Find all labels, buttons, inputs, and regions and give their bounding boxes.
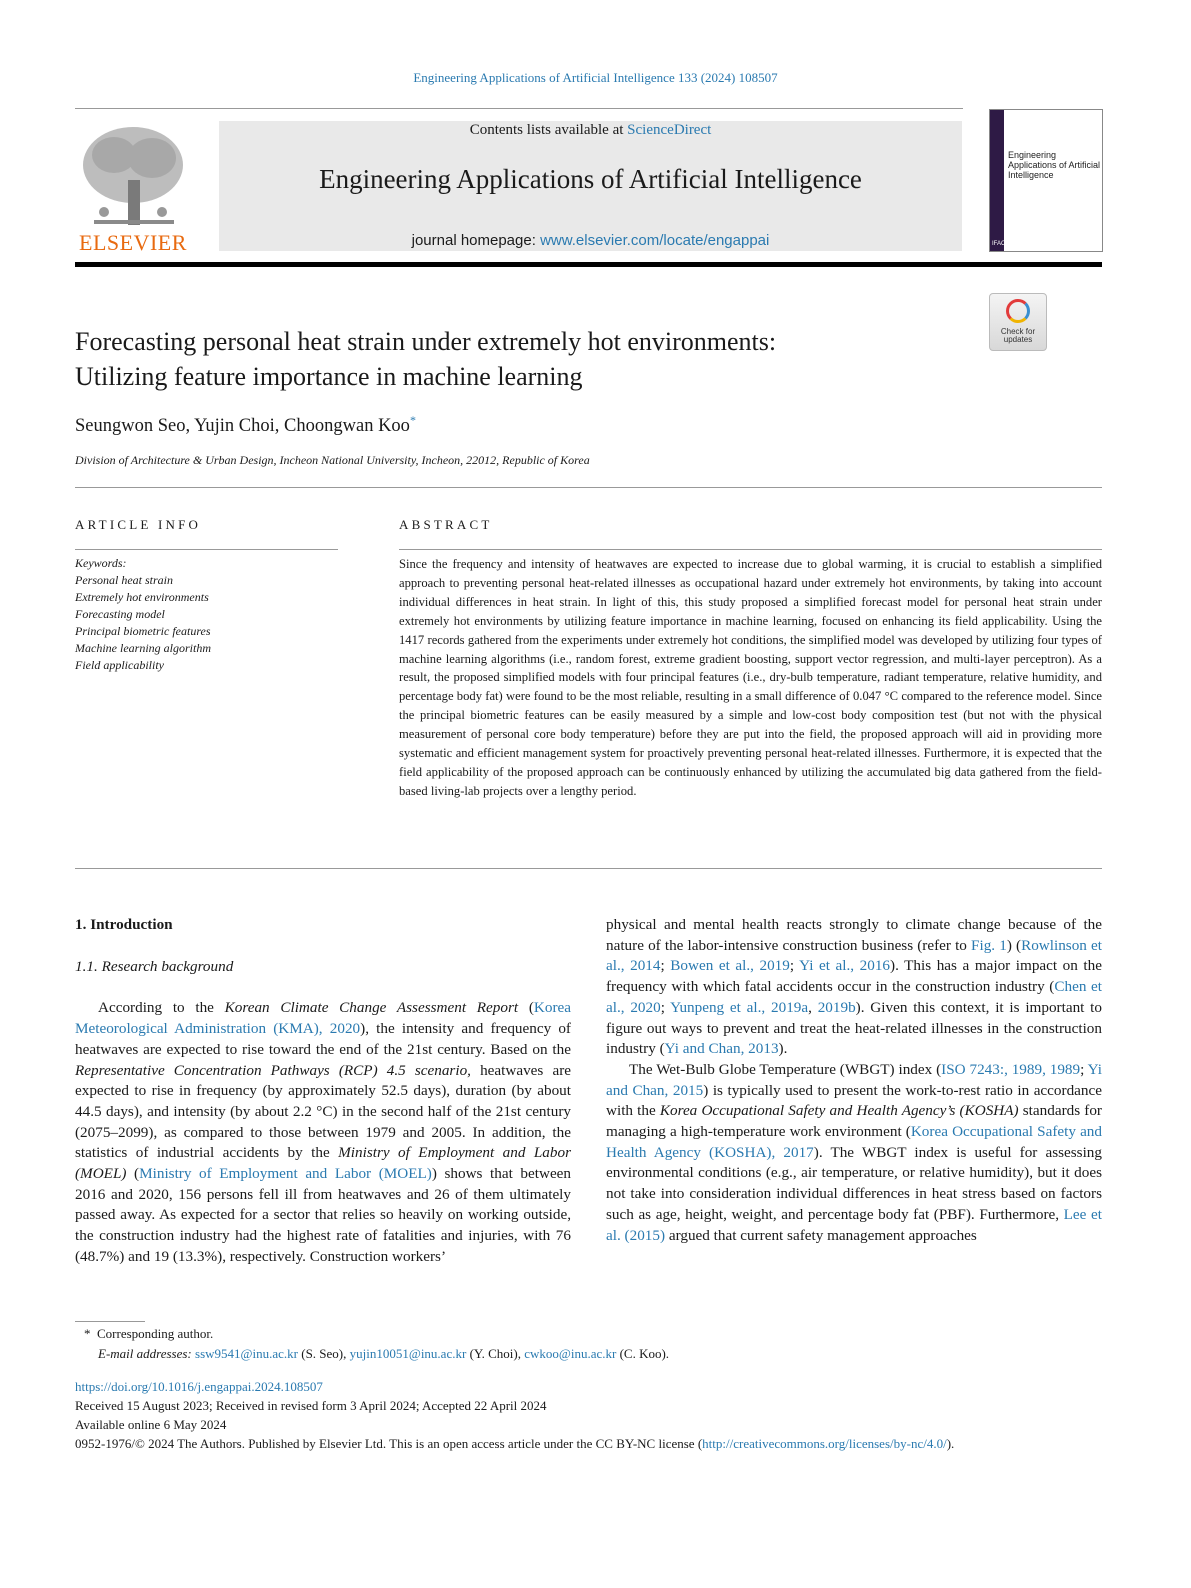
cover-title: Engineering Applications of Artificial Intelligence: [1008, 150, 1101, 180]
check-for-updates-button[interactable]: [989, 293, 1047, 351]
article-metadata: [75, 1377, 1102, 1453]
body-column-left: [75, 915, 571, 1268]
email-owner: (S. Seo),: [297, 1346, 350, 1361]
corresponding-author-mark[interactable]: *: [409, 413, 416, 427]
text-run: Korea Occupational Safety and Health Agency’s (KOSHA): [659, 1102, 1019, 1120]
keyword: Extremely hot environments: [75, 590, 209, 604]
citation-link[interactable]: Bowen et al., 2019: [670, 957, 790, 975]
keyword: Principal biometric features: [75, 624, 211, 638]
text-run: ). This has a major impact on the frequency with which fatal accidents occur in the construction industry (: [606, 957, 1102, 996]
footnote-text: Corresponding author.: [97, 1326, 214, 1341]
received-dates: Received 15 August 2023; Received in revised form 3 April 2024; Accepted 22 April 2024: [75, 1398, 547, 1413]
title-divider: [75, 487, 1102, 488]
figure-link[interactable]: Fig. 1: [971, 936, 1007, 954]
cover-band: [990, 110, 1004, 251]
journal-homepage: [219, 232, 962, 249]
citation-link[interactable]: Yi et al., 2016: [799, 957, 891, 975]
email-link[interactable]: yujin10051@inu.ac.kr: [349, 1346, 467, 1361]
text-run: ;: [660, 957, 671, 975]
text-run: ;: [660, 998, 671, 1016]
corresponding-footnote: [84, 1324, 669, 1344]
footnote-mark: *: [84, 1326, 91, 1341]
citation-link[interactable]: Yunpeng et al., 2019a: [670, 998, 809, 1016]
text-run: standards for managing a high-temperature work environment (: [606, 1102, 1102, 1141]
journal-reference[interactable]: Engineering Applications of Artificial Intelligence 133 (2024) 108507: [413, 70, 778, 85]
citation-link[interactable]: Ministry of Employment and Labor (MOEL): [139, 1165, 432, 1183]
text-run: ), the intensity and frequency of heatwaves are expected to rise toward the end of the 21st century. Based on the: [75, 1020, 571, 1058]
footnote: [84, 1324, 669, 1364]
citation-link[interactable]: Yi and Chan, 2015: [606, 1060, 1102, 1099]
text-run: ;: [1080, 1060, 1088, 1078]
footnote-rule: [75, 1321, 145, 1322]
title-line-1: Forecasting personal heat strain under extremely hot environments:: [75, 327, 777, 356]
text-run: (: [126, 1165, 140, 1183]
contents-line: [219, 122, 962, 139]
citation-link[interactable]: Chen et al., 2020: [606, 978, 1102, 1016]
cover-ifac-badge: IFAC: [992, 241, 1006, 247]
sciencedirect-link[interactable]: ScienceDirect: [627, 122, 712, 138]
author-list: Seungwon Seo, Yujin Choi, Choongwan Koo*: [75, 413, 416, 437]
journal-title: Engineering Applications of Artificial Intelligence: [319, 164, 862, 194]
abstract-text: Since the frequency and intensity of heatwaves are expected to increase due to global warming, it is crucial to establish a simplified approach to preventing personal heat-related illnesses as occupational hazard under extremely hot environments, by taking into account individual differences in heat strain. In light of this, this study proposed a simplified forecast model for personal heat strain under extremely hot environments by utilizing feature importance in machine learning, focused on enhancing its field applicability. Using the 1417 records gathered from the experiments under extremely hot conditions, the simplified model was developed by utilizing four types of machine learning algorithms (i.e., random forest, extreme gradient boosting, support vector regression, and multi-layer perceptron). As a result, the proposed simplified models with four principal features (i.e., dry-bulb temperature, radiant temperature, relative humidity, and percentage body fat) were found to be the most reliable, resulting in a small difference of 0.047 °C compared to the reference model. Since the principal biometric features can be easily measured by a simple and low-cost body composition test (but not with the physical measurement of personal core body temperature) before they are put into the field, the proposed approach will aid in providing more systematic and efficient management system for proactively preventing personal heat-related illnesses. Furthermore, it is expected that the field applicability of the proposed approach can be continuously enhanced by utilizing the accumulated big data gathered from the field-based living-lab projects over a lengthy period.: [399, 557, 1102, 798]
keyword: Personal heat strain: [75, 573, 173, 587]
license-line: [75, 1434, 1102, 1453]
email-link[interactable]: cwkoo@inu.ac.kr: [524, 1346, 617, 1361]
email-link[interactable]: ssw9541@inu.ac.kr: [195, 1346, 298, 1361]
text-run: Ministry of Employment and Labor (MOEL): [75, 1144, 571, 1183]
homepage-link[interactable]: www.elsevier.com/locate/engappai: [540, 232, 770, 249]
license-text: 0952-1976/© 2024 The Authors. Published by Elsevier Ltd. This is an open access article under the CC BY-NC license (: [75, 1436, 703, 1451]
text-run: Representative Concentration Pathways (RCP) 4.5 scenario,: [75, 1061, 471, 1079]
author-3[interactable]: Choongwan Koo: [284, 416, 410, 437]
section-heading-introduction: 1. Introduction: [75, 916, 173, 933]
text-run: ). The WBGT index is useful for assessing environmental conditions (e.g., air temperature, or relative humidity), but it does not take into consideration individual differences in heat stress based on factors such as age, height, weight, and percentage body fat (PBF). Furthermore,: [606, 1143, 1102, 1223]
citation-link[interactable]: Lee et al. (2015): [606, 1205, 1102, 1244]
text-run: physical and mental health reacts strongly to climate change because of the nature of the labor-intensive construction business (refer to: [606, 916, 1102, 954]
text-run: ). Given this context, it is important to figure out ways to prevent and treat the heat-related illnesses in the construction industry (: [606, 998, 1102, 1058]
text-run: According to the: [98, 999, 225, 1017]
text-run: ) is typically used to present the work-to-rest ratio in accordance with the: [606, 1081, 1102, 1120]
text-run: ) shows that between 2016 and 2020, 156 persons fell ill from heatwaves and 26 of them ultimately passed away. As expected for a sector that relies so heavily on working outside, the construction industry had the highest rate of fatalities and injuries, with 76 (48.7%) and 19 (13.3%), respectively. Construction workers’: [75, 1165, 572, 1265]
text-run: Korean Climate Change Assessment Report: [224, 999, 519, 1017]
email-owner: (C. Koo).: [616, 1346, 670, 1361]
text-run: ) (: [1006, 936, 1022, 954]
paragraph: [606, 915, 1102, 1060]
title-line-2: Utilizing feature importance in machine learning: [75, 362, 583, 391]
citation-link[interactable]: Korea Meteorological Administration (KMA), 2020: [75, 999, 571, 1038]
body-column-right: [606, 915, 1102, 1246]
keyword: Forecasting model: [75, 607, 165, 621]
text-run: The Wet-Bulb Globe Temperature (WBGT) index (: [629, 1060, 942, 1078]
doi-link[interactable]: https://doi.org/10.1016/j.engappai.2024.108507: [75, 1379, 323, 1394]
affiliation: Division of Architecture & Urban Design, Incheon National University, Incheon, 22012, Republic of Korea: [75, 453, 590, 467]
elsevier-wordmark: ELSEVIER: [79, 230, 187, 255]
keywords-list: [75, 555, 211, 674]
text-run: argued that current safety management approaches: [665, 1226, 977, 1244]
journal-cover-thumbnail[interactable]: [989, 109, 1103, 252]
article-title: [75, 324, 955, 394]
abstract-rule: [399, 549, 1102, 550]
text-run: ;: [789, 957, 800, 975]
paragraph: [75, 998, 571, 1267]
abstract-heading: ABSTRACT: [399, 517, 493, 532]
license-link[interactable]: http://creativecommons.org/licenses/by-nc/4.0/: [702, 1436, 947, 1451]
citation-link[interactable]: 2019b: [817, 998, 856, 1016]
header-top-rule: [75, 108, 963, 109]
citation-link[interactable]: ISO 7243:, 1989, 1989: [941, 1060, 1081, 1078]
author-2[interactable]: Yujin Choi: [194, 416, 275, 437]
abstract-end-rule: [75, 868, 1102, 869]
keyword: Machine learning algorithm: [75, 641, 211, 655]
subsection-heading: 1.1. Research background: [75, 957, 234, 975]
article-info-rule: [75, 549, 338, 550]
author-1[interactable]: Seungwon Seo: [75, 416, 186, 437]
text-run: ,: [808, 998, 818, 1016]
license-end: ).: [946, 1436, 955, 1451]
email-owner: (Y. Choi),: [466, 1346, 525, 1361]
check-updates-label: Check for updates: [1000, 327, 1036, 344]
email-label: E-mail addresses:: [98, 1346, 192, 1361]
article-info-heading: ARTICLE INFO: [75, 517, 202, 532]
citation-link[interactable]: Rowlinson et al., 2014: [606, 936, 1102, 975]
check-updates-icon: [1006, 299, 1030, 323]
citation-link[interactable]: Korea Occupational Safety and Health Agency (KOSHA), 2017: [606, 1123, 1102, 1161]
header-thick-rule: [75, 262, 1102, 267]
contents-prefix: Contents lists available at: [469, 122, 628, 138]
citation-link[interactable]: Yi and Chan, 2013: [664, 1040, 779, 1058]
email-line: [84, 1344, 669, 1364]
paragraph: [606, 1060, 1102, 1246]
available-online: Available online 6 May 2024: [75, 1417, 227, 1432]
text-run: (: [518, 999, 534, 1017]
text-run: heatwaves are expected to rise in frequency (by approximately 52.5 days), duration (by about 44.5 days), and intensity (by about 2.2 °C) in the second half of the 21st century (2075–2099), as compared to those between 1979 and 2005. In addition, the statistics of industrial accidents by the: [75, 1061, 571, 1162]
text-run: ).: [778, 1040, 788, 1058]
homepage-prefix: journal homepage:: [411, 232, 541, 249]
keyword: Field applicability: [75, 658, 164, 672]
keywords-label: Keywords:: [75, 556, 127, 570]
